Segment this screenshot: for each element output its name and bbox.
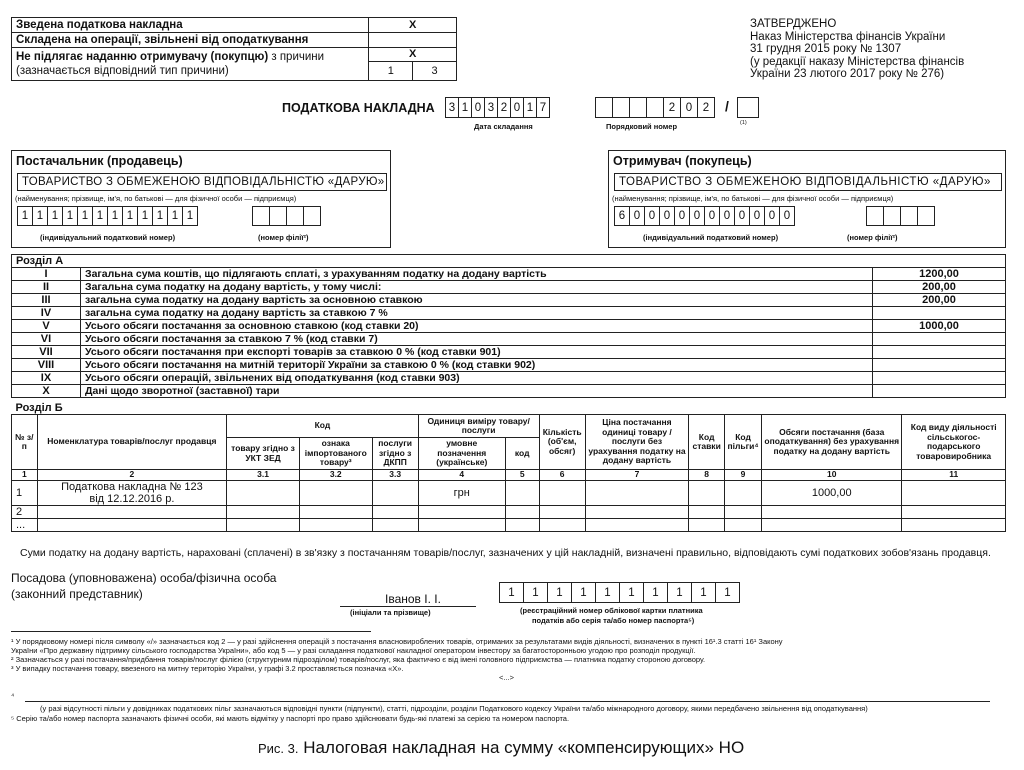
row-cell[interactable]: [227, 505, 300, 518]
col-rate-header: Код ставки: [689, 415, 725, 470]
seller-ipn-cell[interactable]: 1: [137, 206, 153, 226]
section-a-row-num: V: [12, 320, 81, 333]
column-number: 2: [37, 470, 227, 481]
section-a-row-num: II: [12, 281, 81, 294]
section-a-row-text: загальна сума податку на додану вартість за основною ставкою: [81, 294, 873, 307]
footnotes: [11, 637, 1011, 682]
date-digit-cell[interactable]: 0: [510, 97, 524, 118]
col-benefit-header: Код пільги⁴: [725, 415, 762, 470]
signatory-reg-cells[interactable]: [500, 582, 740, 603]
signatory-reg-cell[interactable]: 1: [571, 582, 596, 603]
section-a-row-num: VIII: [12, 359, 81, 372]
seller-ipn-cell[interactable]: 1: [32, 206, 48, 226]
seller-ipn-cell[interactable]: 1: [167, 206, 183, 226]
section-a-row-value[interactable]: 200,00: [873, 294, 1006, 307]
row-cell[interactable]: [689, 480, 725, 505]
approval-line: Наказ Міністерства фінансів України: [750, 30, 946, 43]
signatory-reg-cell[interactable]: 1: [523, 582, 548, 603]
footnote-4-text: (у разі відсутності пільги у довідниках податкових пільг зазначаються відповідні пункти (підпункти), статті, підрозділи, розділи Податкового кодексу України та/або міжнародного договору, якими передбачено звільнення від оподаткування): [40, 704, 868, 713]
col-code-header: Код: [227, 415, 419, 438]
signatory-reg-cell[interactable]: 1: [595, 582, 620, 603]
seller-ipn-cell[interactable]: 1: [17, 206, 33, 226]
col-name-header: Номенклатура товарів/послуг продавця: [37, 415, 227, 470]
seller-ipn-cell[interactable]: 1: [182, 206, 198, 226]
signatory-reg-cell[interactable]: 1: [499, 582, 524, 603]
approval-line: 31 грудня 2015 року № 1307: [750, 43, 902, 55]
table-row: [12, 505, 1006, 518]
buyer-ipn-cell[interactable]: 0: [629, 206, 645, 226]
date-cells[interactable]: [446, 97, 550, 118]
date-digit-cell[interactable]: 7: [536, 97, 550, 118]
order-footnote-mark: (1): [740, 120, 747, 126]
buyer-ipn-cell[interactable]: 0: [749, 206, 765, 226]
signatory-reg-cell[interactable]: 1: [619, 582, 644, 603]
figure-caption-prefix: Рис. 3.: [258, 741, 299, 756]
row-cell[interactable]: [585, 480, 688, 505]
buyer-ipn-cell[interactable]: 0: [644, 206, 660, 226]
signatory-line2: (законний представник): [11, 587, 143, 601]
seller-ipn-cell[interactable]: 1: [122, 206, 138, 226]
signatory-reg-cell[interactable]: 1: [643, 582, 668, 603]
column-number: 10: [762, 470, 902, 481]
row-cell[interactable]: [299, 505, 372, 518]
row-cell[interactable]: [585, 518, 688, 531]
approval-title: ЗАТВЕРДЖЕНО: [750, 18, 837, 30]
col-num-header: № з/п: [12, 415, 38, 470]
column-number: 9: [725, 470, 762, 481]
seller-ipn-cell[interactable]: 1: [107, 206, 123, 226]
section-a-row-text: Усього обсяги постачання за ставкою 7 % (код ставки 7): [81, 333, 873, 346]
figure-caption: [258, 738, 744, 758]
row-number[interactable]: 2: [12, 505, 38, 518]
section-a-row: [12, 333, 1006, 346]
buyer-ipn-cell[interactable]: 0: [764, 206, 780, 226]
row-cell[interactable]: [725, 480, 762, 505]
row-unit[interactable]: грн: [418, 480, 505, 505]
row-cell[interactable]: [902, 480, 1006, 505]
signatory-name-caption: (ініціали та прізвище): [350, 608, 431, 617]
section-a-row-text: Усього обсяги постачання на митній території України за ставкою 0 % (код ставки 902): [81, 359, 873, 372]
date-digit-cell[interactable]: 2: [497, 97, 511, 118]
seller-ipn-cell[interactable]: 1: [47, 206, 63, 226]
footnote-3: ³ У випадку постачання товару, ввезеного на митну територію України, у графі 3.2 проставляється позначка «Х».: [11, 664, 404, 673]
signatory-reg-cell[interactable]: 1: [667, 582, 692, 603]
not-provided-text: Не підлягає наданню отримувачу (покупцю): [16, 51, 269, 63]
row-cell[interactable]: [585, 505, 688, 518]
buyer-branch-cell[interactable]: [883, 206, 901, 226]
section-a-row-text: Усього обсяги постачання за основною ставкою (код ставки 20): [81, 320, 873, 333]
order-number-cells[interactable]: [596, 97, 715, 118]
section-a-row: [12, 294, 1006, 307]
row-cell[interactable]: [689, 505, 725, 518]
row-product-name-line1: Податкова накладна № 123: [61, 480, 203, 493]
status-mark-exempt[interactable]: [369, 33, 457, 48]
section-b-title: Розділ Б: [12, 402, 1006, 415]
buyer-branch-cell[interactable]: [917, 206, 935, 226]
row-cell[interactable]: [299, 480, 372, 505]
section-a-row-num: III: [12, 294, 81, 307]
status-mark-consolidated[interactable]: X: [369, 18, 457, 33]
figure-caption-text: Налоговая накладная на сумму «компенсирующих» НО: [303, 738, 745, 757]
buyer-ipn-cell[interactable]: 0: [674, 206, 690, 226]
row-cell[interactable]: [539, 518, 585, 531]
row-product-name[interactable]: [37, 518, 227, 531]
seller-branch-cell[interactable]: [286, 206, 304, 226]
order-slash: /: [725, 98, 729, 114]
date-digit-cell[interactable]: 3: [484, 97, 498, 118]
footnote-ellipsis: <...>: [499, 673, 515, 682]
section-a-row-num: I: [12, 268, 81, 281]
section-a-row: [12, 307, 1006, 320]
signatory-reg-cell[interactable]: 1: [547, 582, 572, 603]
buyer-ipn-cell[interactable]: 6: [614, 206, 630, 226]
row-cell[interactable]: [902, 505, 1006, 518]
column-number: 4: [418, 470, 505, 481]
row-cell[interactable]: [372, 480, 418, 505]
column-number: 3.3: [372, 470, 418, 481]
row-cell[interactable]: [725, 518, 762, 531]
section-a-row-text: Загальна сума коштів, що підлягають сплаті, з урахуванням податку на додану вартість: [81, 268, 873, 281]
buyer-ipn-cell[interactable]: 0: [689, 206, 705, 226]
buyer-branch-cell[interactable]: [900, 206, 918, 226]
section-a-row-value[interactable]: [873, 385, 1006, 398]
section-a-row-num: X: [12, 385, 81, 398]
row-cell[interactable]: [299, 518, 372, 531]
section-a-row: [12, 281, 1006, 294]
not-provided-reason: (зазначається відповідний тип причини): [16, 65, 229, 77]
section-a-row-value[interactable]: 1000,00: [873, 320, 1006, 333]
seller-branch-cell[interactable]: [252, 206, 270, 226]
signatory-reg-cell[interactable]: 1: [691, 582, 716, 603]
date-label: Дата складання: [474, 122, 533, 131]
column-number: 1: [12, 470, 38, 481]
row-cell[interactable]: [539, 480, 585, 505]
column-number: 7: [585, 470, 688, 481]
table-row: [12, 518, 1006, 531]
date-digit-cell[interactable]: 3: [445, 97, 459, 118]
buyer-branch-cell[interactable]: [866, 206, 884, 226]
section-a-row-text: загальна сума податку на додану вартість за ставкою 7 %: [81, 307, 873, 320]
row-cell[interactable]: [689, 518, 725, 531]
date-digit-cell[interactable]: 0: [471, 97, 485, 118]
signatory-name[interactable]: Іванов І. І.: [385, 592, 441, 606]
statement: Суми податку на додану вартість, нараховані (сплачені) в зв'язку з постачанням товарів/послуг, зазначених у цій накладній, визначені правильно, відповідають сумі податкових зобов'язань продавця.: [20, 547, 991, 559]
row-cell[interactable]: [539, 505, 585, 518]
row-unit[interactable]: [418, 505, 505, 518]
buyer-block: [608, 150, 1006, 248]
row-cell[interactable]: [505, 505, 539, 518]
seller-name-caption: (найменування; прізвище, ім'я, по батькові — для фізичної особи — підприємця): [15, 194, 297, 203]
section-a-row-value[interactable]: [873, 307, 1006, 320]
order-digit-cell[interactable]: [612, 97, 630, 118]
section-b: [11, 402, 1006, 532]
row-product-name[interactable]: [37, 480, 227, 505]
buyer-name: ТОВАРИСТВО З ОБМЕЖЕНОЮ ВІДПОВІДАЛЬНІСТЮ «ДАРУЮ»: [619, 176, 991, 188]
col-qty-header: Кількість (об'єм, обсяг): [539, 415, 585, 470]
row-volume[interactable]: [762, 505, 902, 518]
seller-name-field[interactable]: [17, 173, 387, 191]
seller-ipn-cell[interactable]: 1: [62, 206, 78, 226]
column-number: 6: [539, 470, 585, 481]
order-digit-cell[interactable]: 2: [697, 97, 715, 118]
section-a-row-num: IX: [12, 372, 81, 385]
buyer-ipn-cell[interactable]: 0: [719, 206, 735, 226]
column-number: 5: [505, 470, 539, 481]
section-a-row-value[interactable]: 1200,00: [873, 268, 1006, 281]
reason-code-1[interactable]: 1: [369, 61, 413, 80]
seller-ipn-cell[interactable]: 1: [92, 206, 108, 226]
seller-ipn-caption: (індивідуальний податковий номер): [40, 233, 176, 242]
buyer-ipn-cell[interactable]: 0: [779, 206, 795, 226]
row-cell[interactable]: [372, 505, 418, 518]
footnote-4-line: [25, 701, 990, 702]
row-cell[interactable]: [505, 480, 539, 505]
document-title: ПОДАТКОВА НАКЛАДНА: [282, 101, 435, 115]
section-a-row-value[interactable]: [873, 359, 1006, 372]
approval-line: (у редакції наказу Міністерства фінансів: [750, 55, 965, 68]
seller-name: ТОВАРИСТВО З ОБМЕЖЕНОЮ ВІДПОВІДАЛЬНІСТЮ «ДАРУЮ»: [22, 176, 385, 188]
order-label: Порядковий номер: [606, 122, 678, 131]
signatory-reg-caption2: податків або серія та/або номер паспорта⁵): [532, 616, 695, 625]
col-price-header: Ціна постачання одиниці товару / послуги без урахування податку на додану вартість: [585, 415, 688, 470]
seller-block: [11, 150, 391, 248]
buyer-ipn-cell[interactable]: 0: [734, 206, 750, 226]
row-cell[interactable]: [227, 518, 300, 531]
section-a-row: [12, 372, 1006, 385]
seller-branch-caption: (номер філії²): [258, 233, 309, 242]
signatory-reg-caption1: (реєстраційний номер облікової картки платника: [520, 606, 703, 615]
table-row: [12, 480, 1006, 505]
section-a-row: [12, 320, 1006, 333]
seller-ipn-cell[interactable]: 1: [77, 206, 93, 226]
row-number[interactable]: ...: [12, 518, 38, 531]
seller-branch-cells[interactable]: [253, 206, 321, 226]
footnote-rule: [11, 631, 371, 632]
col-code-import: ознака імпортованого товару³: [299, 438, 372, 470]
buyer-branch-cells[interactable]: [867, 206, 935, 226]
status-table: [11, 17, 457, 81]
buyer-heading: Отримувач (покупець): [613, 154, 752, 168]
section-a-row-text: Дані щодо зворотної (заставної) тари: [81, 385, 873, 398]
row-volume[interactable]: [762, 518, 902, 531]
section-a-row-text: Усього обсяги постачання при експорті товарів за ставкою 0 % (код ставки 901): [81, 346, 873, 359]
section-a-row-num: VII: [12, 346, 81, 359]
col-unit-code: код: [505, 438, 539, 470]
section-a-row-text: Усього обсяги операцій, звільнених від оподаткування (код ставки 903): [81, 372, 873, 385]
section-a: [11, 254, 1006, 398]
approval-line: України 23 лютого 2017 року № 276): [750, 68, 945, 80]
section-a-row-text: Загальна сума податку на додану вартість, у тому числі:: [81, 281, 873, 294]
date-digit-cell[interactable]: 1: [458, 97, 472, 118]
footnote-1-cont: України «Про державну підтримку сільського господарства України», або код 5 — у разі складання податкової накладної оператором інвестору за багатосторонньою угодою про розподіл продукції.: [11, 646, 696, 655]
buyer-ipn-caption: (індивідуальний податковий номер): [643, 233, 779, 242]
row-cell[interactable]: [505, 518, 539, 531]
row-cell[interactable]: [372, 518, 418, 531]
row-product-name-line2: від 12.12.2016 р.: [89, 492, 175, 505]
col-volume-header: Обсяги постачання (база оподаткування) без урахування податку на додану вартість: [762, 415, 902, 470]
column-number: 8: [689, 470, 725, 481]
row-cell[interactable]: [902, 518, 1006, 531]
col-code-dkpp: послуги згідно з ДКПП: [372, 438, 418, 470]
footnote-2: ² Зазначається у разі постачання/придбання товарів/послуг філією (структурним підрозділом) товарів/послуг, яка фактично є від імені головного підприємства — платника податку стороною договору.: [11, 655, 706, 664]
section-a-row: [12, 359, 1006, 372]
col-unit-name: умовне позначення (українське): [418, 438, 505, 470]
reason-code-2[interactable]: 3: [413, 61, 457, 80]
section-a-row-value[interactable]: [873, 372, 1006, 385]
date-digit-cell[interactable]: 1: [523, 97, 537, 118]
status-label-consolidated: Зведена податкова накладна: [12, 18, 369, 33]
section-a-row-value[interactable]: [873, 346, 1006, 359]
status-label-exempt: Складена на операції, звільнені від оподаткування: [12, 33, 369, 48]
buyer-branch-caption: (номер філії²): [847, 233, 898, 242]
seller-branch-cell[interactable]: [303, 206, 321, 226]
buyer-name-field[interactable]: [614, 173, 1002, 191]
section-a-row: [12, 268, 1006, 281]
seller-branch-cell[interactable]: [269, 206, 287, 226]
row-cell[interactable]: [227, 480, 300, 505]
footnote-1: ¹ У порядковому номері після символу «/» зазначається код 2 — у разі здійснення операцій з постачання власновироблених товарів, отриманих за результатами видів діяльності, визначених в пункті 16¹.3 статті 16¹ Закону: [11, 637, 783, 646]
col-code-uktzed: товару згідно з УКТ ЗЕД: [227, 438, 300, 470]
column-number: 3.2: [299, 470, 372, 481]
buyer-ipn-cells[interactable]: [615, 206, 795, 226]
section-a-title: Розділ А: [12, 255, 1006, 268]
seller-heading: Постачальник (продавець): [16, 154, 183, 168]
col-unit-header: Одиниця виміру товару/послуги: [418, 415, 539, 438]
row-cell[interactable]: [725, 505, 762, 518]
order-digit-cell[interactable]: 2: [663, 97, 681, 118]
order-suffix-cell[interactable]: [737, 97, 759, 118]
section-a-row-value[interactable]: [873, 333, 1006, 346]
not-provided-suffix: з причини: [268, 51, 325, 63]
signatory-label: [11, 570, 276, 602]
order-digit-cell[interactable]: [646, 97, 664, 118]
section-a-row: [12, 346, 1006, 359]
approval-stamp: [750, 18, 964, 81]
status-mark-not-provided[interactable]: X: [369, 48, 457, 62]
signatory-line1: Посадова (уповноважена) особа/фізична особа: [11, 571, 277, 585]
buyer-ipn-cell[interactable]: 0: [659, 206, 675, 226]
section-a-row: [12, 385, 1006, 398]
row-product-name[interactable]: [37, 505, 227, 518]
footnote-5: ⁵ Серію та/або номер паспорта зазначають фізичні особи, які мають відмітку у паспорті про право здійснювати будь-які платежі за серією та номером паспорта.: [11, 714, 570, 723]
section-a-row-value[interactable]: 200,00: [873, 281, 1006, 294]
status-label-not-provided: [12, 48, 369, 81]
seller-ipn-cells[interactable]: [18, 206, 198, 226]
column-number: 11: [902, 470, 1006, 481]
signatory-reg-cell[interactable]: 1: [715, 582, 740, 603]
section-a-row-num: IV: [12, 307, 81, 320]
col-activity-header: Код виду діяльності сільськогос-подарського товаровиробника: [902, 415, 1006, 470]
order-digit-cell[interactable]: 0: [680, 97, 698, 118]
order-digit-cell[interactable]: [595, 97, 613, 118]
footnote-4-mark: ⁴: [11, 691, 15, 700]
seller-ipn-cell[interactable]: 1: [152, 206, 168, 226]
buyer-name-caption: (найменування; прізвище, ім'я, по батькові — для фізичної особи — підприємця): [612, 194, 894, 203]
column-number: 3.1: [227, 470, 300, 481]
row-unit[interactable]: [418, 518, 505, 531]
buyer-ipn-cell[interactable]: 0: [704, 206, 720, 226]
signatory-name-line: [340, 606, 476, 607]
order-digit-cell[interactable]: [629, 97, 647, 118]
row-volume[interactable]: 1000,00: [762, 480, 902, 505]
row-number[interactable]: 1: [12, 480, 38, 505]
section-a-row-num: VI: [12, 333, 81, 346]
